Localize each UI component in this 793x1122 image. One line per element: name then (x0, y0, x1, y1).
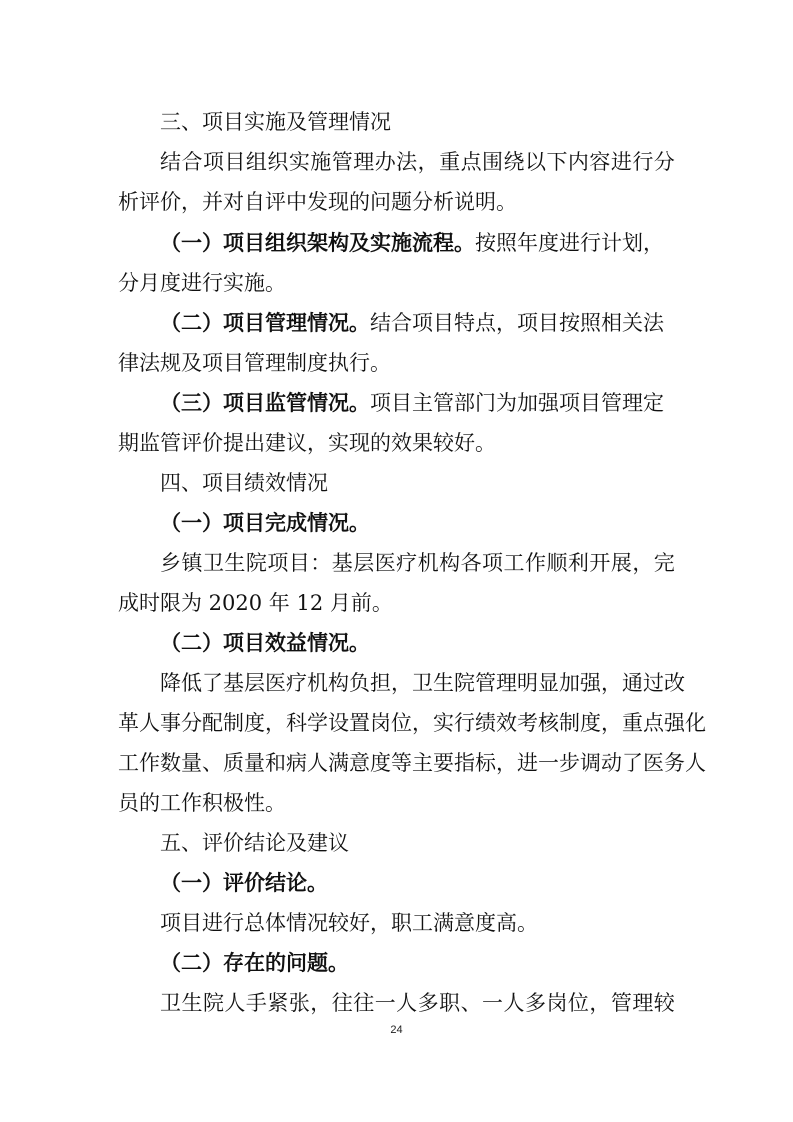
paragraph-line: 员的工作积极性。 (118, 791, 286, 815)
subsection-line (160, 228, 675, 258)
section-3-heading: 三、项目实施及管理情况 (160, 110, 391, 134)
subsection-heading: （二）存在的问题。 (160, 951, 349, 975)
paragraph-line: 工 作 数 量 、 质 量 和 病 人 满 意 度 等 主 要 指 标 ， 进 一 步 调 动 了 医 务 人 (118, 751, 706, 775)
paragraph-line: 降 低 了 基 层 医 疗 机 构 负 担 ， 卫 生 院 管 理 明 显 加 强 ， 通 过 改 (160, 671, 685, 695)
paragraph-line: 结 合 项 目 组 织 实 施 管 理 办 法 ， 重 点 围 绕 以 下 内 容 进 行 分 (160, 150, 675, 174)
page-number: 24 (390, 1024, 403, 1036)
subsection-line (160, 308, 675, 338)
section-4-heading: 四、项目绩效情况 (160, 471, 328, 495)
subsection-text: 按照年度进行计划， (475, 231, 664, 255)
paragraph-line: 分月度进行实施。 (118, 271, 286, 295)
paragraph-line: 革 人 事 分 配 制 度 ， 科 学 设 置 岗 位 ， 实 行 绩 效 考 核 制 度 ， 重 点 强 化 (118, 711, 706, 735)
subsection-heading: （一）项目完成情况。 (160, 511, 370, 535)
subsection-line (160, 388, 675, 418)
subsection-heading: （一）项目组织架构及实施流程。 (160, 231, 475, 255)
paragraph-line: 项目进行总体情况较好，职工满意度高。 (160, 911, 538, 935)
paragraph-line: 成时限为 2020 年 12 月前。 (118, 591, 393, 615)
subsection-heading: （二）项目管理情况。 (160, 311, 370, 335)
paragraph-line: 律法规及项目管理制度执行。 (118, 351, 391, 375)
subsection-text: 结合项目特点，项目按照相关法 (370, 311, 664, 335)
paragraph-line: 乡 镇 卫 生 院 项 目 ： 基 层 医 疗 机 构 各 项 工 作 顺 利 开 展 ， 完 (160, 551, 675, 575)
subsection-heading: （三）项目监管情况。 (160, 391, 370, 415)
section-5-heading: 五、评价结论及建议 (160, 831, 349, 855)
subsection-heading: （二）项目效益情况。 (160, 631, 370, 655)
paragraph-line: 析评价，并对自评中发现的问题分析说明。 (118, 190, 517, 214)
paragraph-line: 卫 生 院 人 手 紧 张 ， 往 往 一 人 多 职 、 一 人 多 岗 位 ， 管 理 较 (160, 991, 675, 1015)
subsection-text: 项目主管部门为加强项目管理定 (370, 391, 664, 415)
paragraph-line: 期监管评价提出建议，实现的效果较好。 (118, 431, 496, 455)
subsection-heading: （一）评价结论。 (160, 871, 328, 895)
